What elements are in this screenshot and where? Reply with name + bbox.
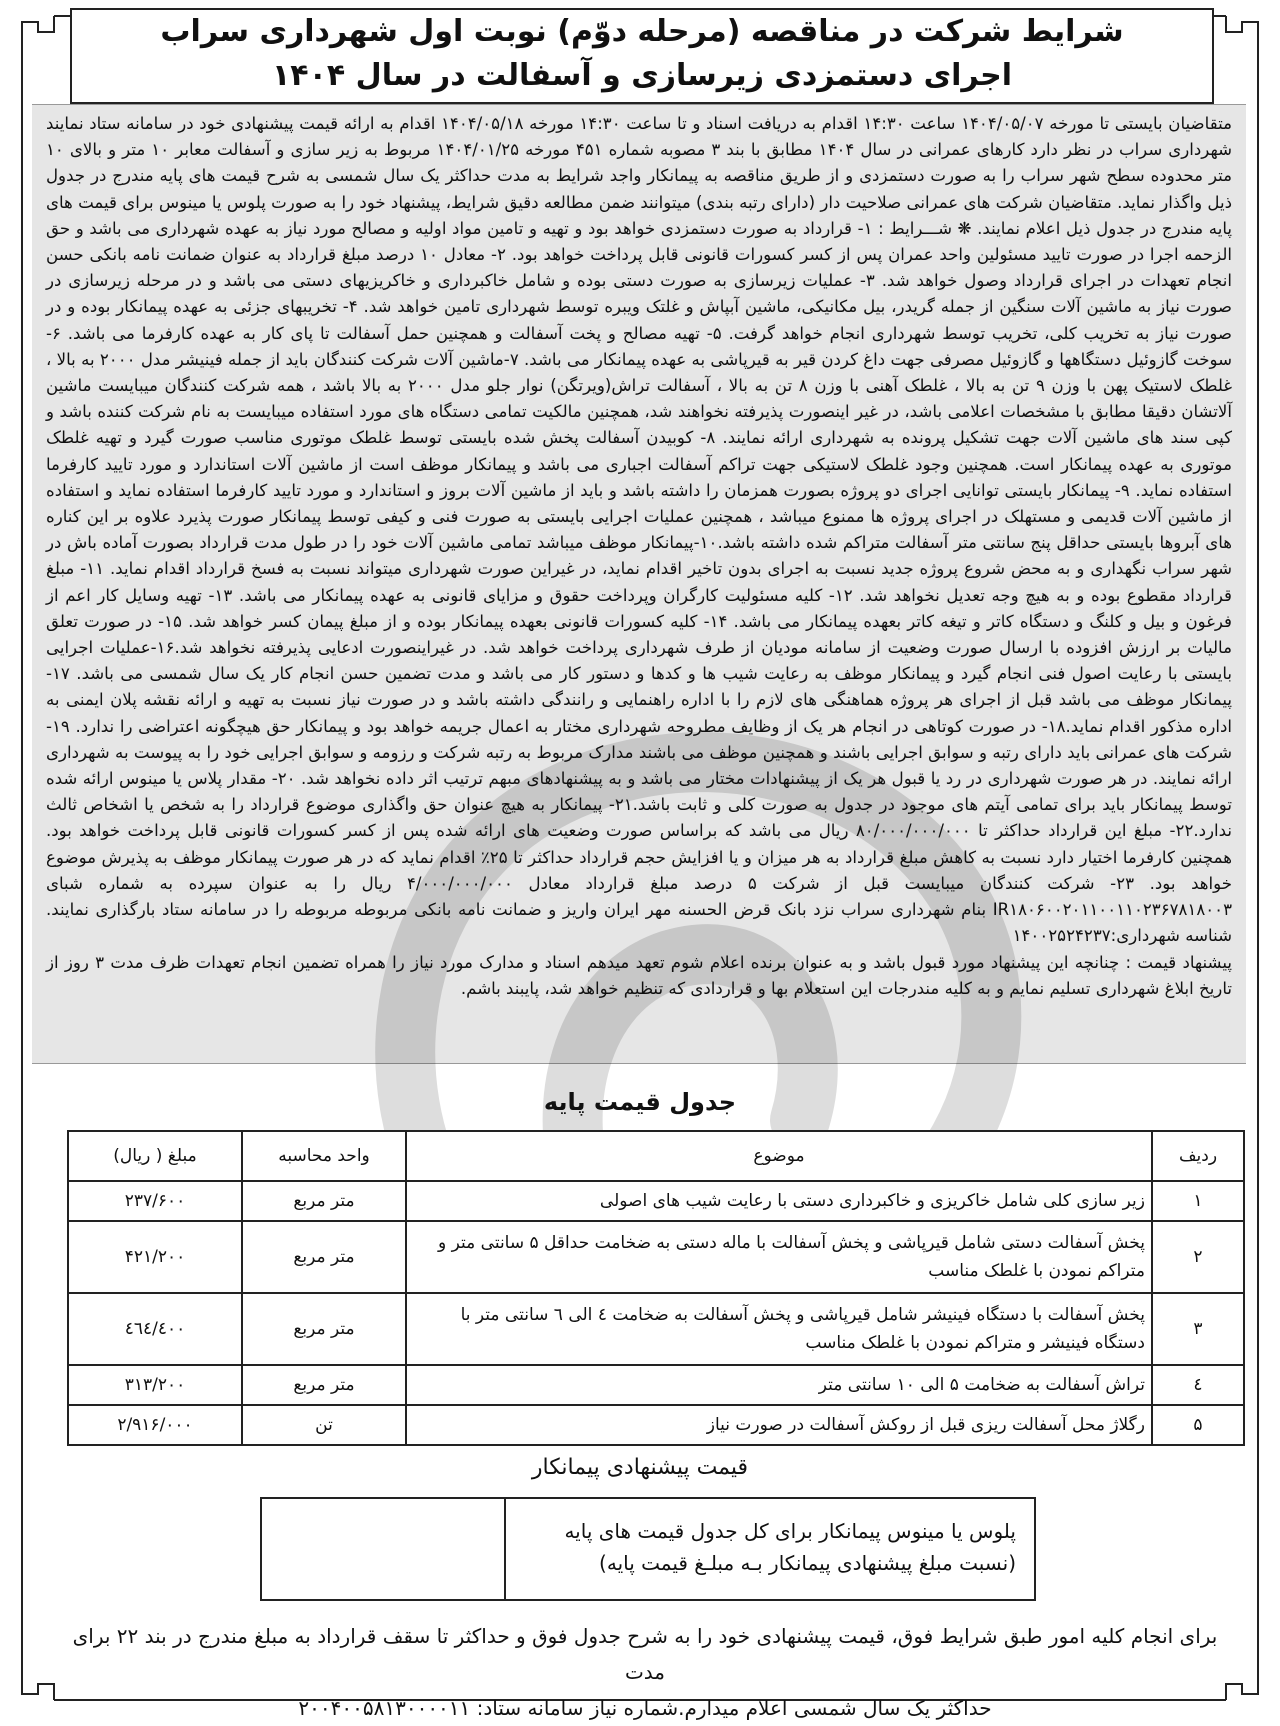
table-row xyxy=(68,1293,1244,1365)
row-amount: ٤٦٤/٤٠٠ xyxy=(68,1293,242,1365)
price-table-title: جدول قیمت پایه xyxy=(543,1088,737,1116)
table-row xyxy=(68,1405,1244,1445)
offer-line-1: پلوس یا مینوس پیمانکار برای کل جدول قیمت های پایه xyxy=(564,1519,1016,1543)
footer-line-1: برای انجام کلیه امور طبق شرایط فوق، قیمت پیشنهادی خود را به شرح جدول فوق و حداکثر تا سقف قرارداد به مبلغ مندرج در بند ۲۲ برای مدت xyxy=(72,1624,1218,1684)
contractor-offer-box xyxy=(260,1497,1036,1601)
base-price-table xyxy=(67,1130,1245,1446)
row-subject: پخش آسفالت دستی شامل قیرپاشی و پخش آسفالت با ماله دستی به ضخامت حداقل ۵ سانتی متر و متراکم نمودن با غلطک مناسب xyxy=(406,1221,1152,1293)
offer-line-2: (نسبت مبلغ پیشنهادی پیمانکار بـه مبلـغ قیمت پایه) xyxy=(599,1551,1016,1575)
notice-title-box xyxy=(70,8,1214,104)
offer-description xyxy=(504,1499,1034,1599)
row-unit: متر مربع xyxy=(242,1365,406,1405)
row-unit: تن xyxy=(242,1405,406,1445)
row-unit: متر مربع xyxy=(242,1181,406,1221)
footer-declaration xyxy=(60,1618,1230,1726)
contractor-offer-title: قیمت پیشنهادی پیمانکار xyxy=(531,1455,749,1480)
row-subject: رگلاژ محل آسفالت ریزی قبل از روکش آسفالت در صورت نیاز xyxy=(406,1405,1152,1445)
row-amount: ۳۱۳/۲۰۰ xyxy=(68,1365,242,1405)
header-subject: موضوع xyxy=(406,1131,1152,1181)
row-number: ٤ xyxy=(1152,1365,1244,1405)
table-header-row xyxy=(68,1131,1244,1181)
header-row-number: ردیف xyxy=(1152,1131,1244,1181)
row-number: ۲ xyxy=(1152,1221,1244,1293)
conditions-body xyxy=(32,104,1246,1064)
row-amount: ۴۲۱/۲۰۰ xyxy=(68,1221,242,1293)
table-row xyxy=(68,1221,1244,1293)
row-unit: متر مربع xyxy=(242,1221,406,1293)
price-offer-paragraph: پیشنهاد قیمت : چنانچه این پیشنهاد مورد قبول باشد و به عنوان برنده اعلام شوم تعهد میدهم اسناد و مدارک مورد نیاز را همراه تضمین انجام تعهدات ظرف مدت ۳ روز از تاریخ ابلاغ شهرداری تسلیم نمایم و به کلیه مندرجات این استعلام بها و قراردادی که تنظیم خواهد شد، پایبند باشم. xyxy=(46,952,1232,998)
header-amount: مبلغ ( ریال) xyxy=(68,1131,242,1181)
table-row xyxy=(68,1365,1244,1405)
row-subject: زیر سازی کلی شامل خاکریزی و خاکبرداری دستی با رعایت شیب های اصولی xyxy=(406,1181,1152,1221)
row-amount: ۲/۹۱۶/۰۰۰ xyxy=(68,1405,242,1445)
row-number: ۱ xyxy=(1152,1181,1244,1221)
row-amount: ۲۳۷/۶۰۰ xyxy=(68,1181,242,1221)
row-subject: پخش آسفالت با دستگاه فینیشر شامل قیرپاشی و پخش آسفالت به ضخامت ٤ الی ٦ سانتی متر با دستگاه فینیشر و متراکم نمودن با غلطک مناسب xyxy=(406,1293,1152,1365)
row-number: ۳ xyxy=(1152,1293,1244,1365)
row-number: ۵ xyxy=(1152,1405,1244,1445)
row-subject: تراش آسفالت به ضخامت ۵ الی ۱۰ سانتی متر xyxy=(406,1365,1152,1405)
notice-subtitle: اجرای دستمزدی زیرسازی و آسفالت در سال ۱۴۰۴ xyxy=(271,58,1013,93)
row-unit: متر مربع xyxy=(242,1293,406,1365)
header-unit: واحد محاسبه xyxy=(242,1131,406,1181)
notice-title: شرایط شرکت در مناقصه (مرحله دوّم) نوبت اول شهرداری سراب xyxy=(160,14,1124,49)
conditions-paragraph: متقاضیان بایستی تا مورخه ۱۴۰۴/۰۵/۰۷ ساعت ۱۴:۳۰ اقدام به دریافت اسناد و تا ساعت ۱۴:۳۰ مورخه ۱۴۰۴/۰۵/۱۸ اقدام به ارائه قیمت پیشنهادی خود در سامانه ستاد نمایند شهرداری سراب در نظر دارد کارهای عمرانی در سال ۱۴۰۴ مطابق با بند ۳ مصوبه شماره ۴۵۱ مورخه ۱۴۰۴/۰۱/۲۵ مربوط به زیر سازی و آسفالت معابر ۱۰ متر و بالای ۱۰ متر محدوده سطح شهر سراب را به صورت دستمزدی و از طریق مناقصه به پیمانکار واجد شرایط به مدت حداکثر یک سال شمسی به شرح قیمت های پایه مندرج در جدول ذیل واگذار نماید. متقاضیان شرکت های عمرانی صلاحیت دار (دارای رتبه بندی) میتوانند ضمن مطالعه دقیق شرایط، پیشنهاد خود را به صورت پلوس یا مینوس برای قیمت های پایه مندرج در جدول ذیل اعلام نمایند. ❋ شـــرایط : ۱- قرارداد به صورت دستمزدی خواهد بود و تهیه و تامین مواد اولیه و مصالح مورد نیاز به عهده شهرداری می باشد و حق الزحمه اجرا در صورت تایید مسئولین واحد عمران پس از کسر کسورات قانونی قابل پرداخت خواهد بود. ۲- معادل ۱۰ درصد مبلغ قرارداد به عنوان ضمانت نامه بانکی حسن انجام تعهدات در اجرای قرارداد وصول خواهد شد. ۳- عملیات زیرسازی به صورت دستی بوده و شامل خاکبرداری و خاکریزیهای دستی می باشد و در مرحله زیرسازی در صورت نیاز به ماشین آلات سنگین از جمله گریدر، بیل مکانیکی، ماشین آبپاش و غلتک ویبره توسط شهرداری تامین خواهد شد. ۴- تخریبهای جزئی به عهده پیمانکار بوده و در صورت نیاز به تخریب کلی، تخریب توسط شهرداری انجام خواهد گرفت. ۵- تهیه مصالح و پخت آسفالت و همچنین حمل آسفالت تا پای کار به عهده کارفرما می باشد. ۶-سوخت گازوئیل دستگاهها و گازوئیل مصرفی جهت داغ کردن قیر به قیرپاشی به عهده پیمانکار می باشد. ۷-ماشین آلات شرکت کنندگان باید از جمله فینیشر مدل ۲۰۰۰ به بالا ، غلطک لاستیک پهن با وزن ۹ تن به بالا ، غلطک آهنی با وزن ۸ تن به بالا ، آسفالت تراش(ویرتگن) نوار جلو مدل ۲۰۰۰ به بالا باشد ، همه شرکت کنندگان میبایست ماشین آلاتشان دقیقا مطابق با مشخصات اعلامی باشد، در غیر اینصورت پذیرفته نخواهند شد، همچنین مالکیت تمامی دستگاه های مورد استفاده میبایست به نام شرکت کننده باشد و کپی سند های ماشین آلات جهت تشکیل پرونده به شهرداری ارائه نمایند. ۸- کوبیدن آسفالت پخش شده بایستی توسط غلطک موتوری مناسب صورت گیرد و تهیه غلطک موتوری به عهده پیمانکار است. همچنین وجود غلطک لاستیکی جهت تراکم آسفالت اجباری می باشد و پیمانکار موظف است از ماشین آلات استاندارد و مورد تایید کارفرما استفاده نماید. ۹- پیمانکار بایستی توانایی اجرای دو پروژه بصورت همزمان را داشته باشد و باید از ماشین آلات بروز و استاندارد و مورد تایید کارفرما استفاده نماید و استفاده از ماشین آلات قدیمی و مستهلک در اجرای پروژه ها ممنوع میباشد ، همچنین عملیات اجرایی بایستی به صورت فنی و کیفی توسط پیمانکار صورت پذیرد علاوه بر این کناره های آبروها بایستی حداقل پنج سانتی متر آسفالت متراکم شده داشته باشد.۱۰-پیمانکار موظف میباشد تمامی ماشین آلات خود را در طول مدت قرارداد بصورت آماده باش در شهر سراب نگهداری و به محض شروع پروژه جدید نسبت به اجرای بدون تاخیر اقدام نماید، در غیراین صورت شهرداری میتواند نسبت به فسخ قرارداد اقدام نماید. ۱۱- مبلغ قرارداد مقطوع بوده و به هیچ وجه تعدیل نخواهد شد. ۱۲- کلیه مسئولیت کارگران وپرداخت حقوق و مزایای قانونی به عهده پیمانکار می باشد. ۱۳- تهیه وسایل کار اعم از فرغون و بیل و کلنگ و دستگاه کاتر و تیغه کاتر بعهده پیمانکار می باشد. ۱۴- کلیه کسورات قانونی بعهده پیمانکار بوده و از مبلغ پیمان کسر خواهد شد. ۱۵- در صورت تعلق مالیات بر ارزش افزوده با ارسال صورت وضعیت از سامانه مودیان از طرف شهرداری پرداخت خواهد شد. در غیراینصورت ادعایی پذیرفته نخواهد شد.۱۶-عملیات اجرایی بایستی با رعایت اصول فنی انجام گیرد و پیمانکار موظف به رعایت شیب ها و کدها و دستور کار می باشد و مدت تضمین حسن انجام کار یک سال شمسی می باشد. ۱۷- پیمانکار موظف می باشد قبل از اجرای هر پروژه هماهنگی های لازم را با اداره راهنمایی و رانندگی داشته باشد و در صورت نیاز نسبت به تهیه و ارائه نقشه پلان ایمنی به اداره مذکور اقدام نماید.۱۸- در صورت کوتاهی در انجام هر یک از وظایف مطروحه شهرداری مختار به اعمال جریمه خواهد بود و پیمانکار حق هیچگونه اعتراضی را ندارد. ۱۹- شرکت های عمرانی باید دارای رتبه و سوابق اجرایی باشند و همچنین موظف می باشند مدارک مربوط به رتبه شرکت و رزومه و سوابق اجرایی خود را به پیوست به شهرداری ارائه نمایند. در هر صورت شهرداری در رد یا قبول هر یک از پیشنهادات مختار می باشد و به پیشنهادهای مبهم ترتیب اثر داده نخواهد شد. ۲۰- مقدار پلاس یا مینوس ارائه شده توسط پیمانکار باید برای تمامی آیتم های موجود در جدول به صورت کلی و ثابت باشد.۲۱- پیمانکار به هیچ عنوان حق واگذاری موضوع قرارداد را به شخص یا اشخاص ثالث ندارد.۲۲- مبلغ این قرارداد حداکثر تا ۸۰/۰۰۰/۰۰۰/۰۰۰ ریال می باشد که براساس صورت وضعیت های ارائه شده پس از کسر کسورات قانونی قابل پرداخت خواهد بود. همچنین کارفرما اختیار دارد نسبت به کاهش مبلغ قرارداد به هر میزان و یا افزایش حجم قرارداد حداکثر تا ۲۵٪ اقدام نماید که در هر صورت پیمانکار موظف به پذیرش موضوع خواهد بود. ۲۳- شرکت کنندگان میبایست قبل از شرکت ۵ درصد مبلغ قرارداد معادل ۴/۰۰۰/۰۰۰/۰۰۰ ریال را به عنوان سپرده به شماره شبای IR۱۸۰۶۰۰۲۰۱۱۰۰۱۱۰۲۳۶۷۸۱۸۰۰۳ بنام شهرداری سراب نزد بانک قرض الحسنه مهر ایران واریز و ضمانت نامه بانکی مربوطه مربوطه را در سامانه ستاد بارگذاری نمایند. شناسه شهرداری:۱۴۰۰۲۵۲۴۲۳۷ xyxy=(46,114,1233,946)
table-row xyxy=(68,1181,1244,1221)
offer-value-field[interactable] xyxy=(262,1499,504,1599)
footer-line-2: حداکثر یک سال شمسی اعلام میدارم.شماره نیاز سامانه ستاد: ۲۰۰۴۰۰۵۸۱۳۰۰۰۰۱۱ xyxy=(298,1696,992,1720)
